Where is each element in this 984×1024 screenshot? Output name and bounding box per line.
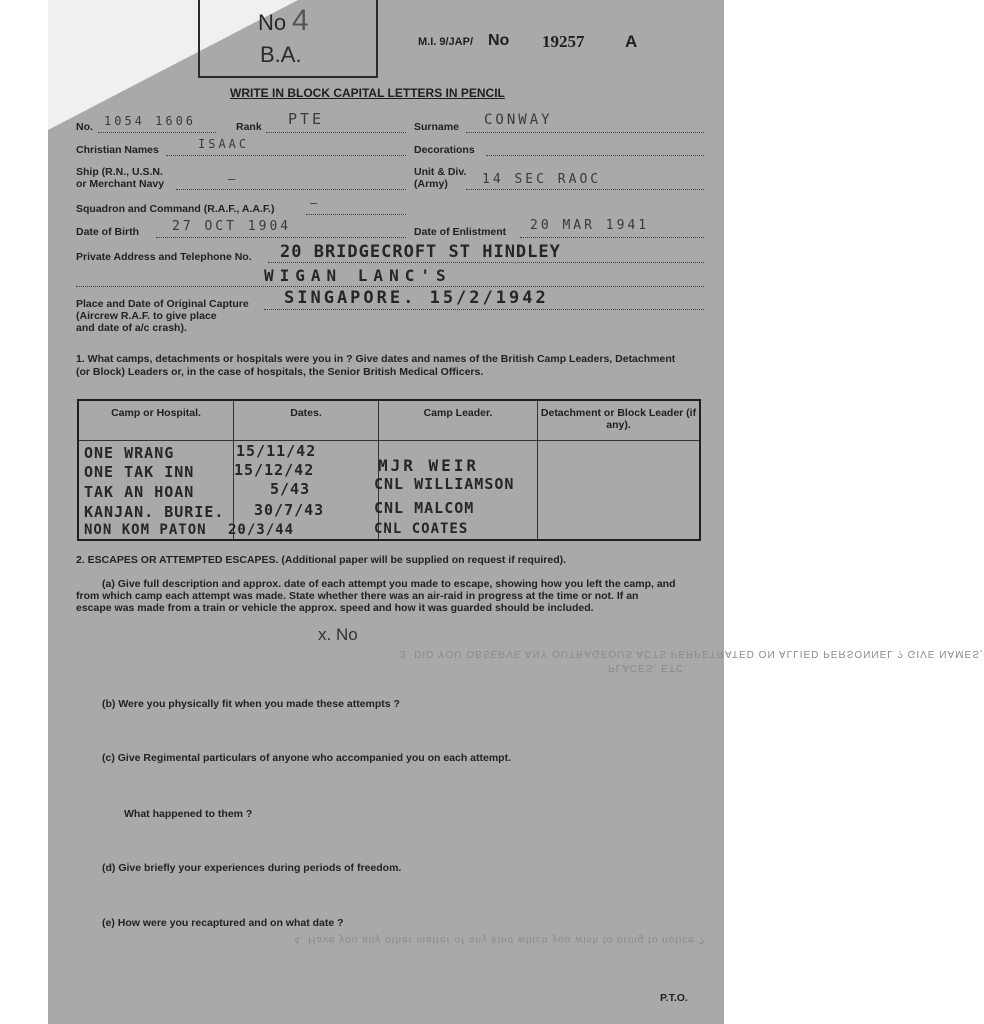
date-row-2: 15/12/42	[234, 461, 315, 479]
leader-row-4: CNL MALCOM	[374, 499, 475, 517]
dob-value: 27 OCT 1904	[172, 219, 292, 234]
camp-row-3: TAK AN HOAN	[84, 483, 195, 501]
q2a-text-1: (a) Give full description and approx. date of each attempt you made to escape, showing how you left the camp, and	[102, 578, 676, 590]
q2d-text: (d) Give briefly your experiences during periods of freedom.	[102, 862, 402, 874]
camp-row-4: KANJAN. BURIE.	[84, 503, 225, 521]
date-row-5: 20/3/44	[228, 522, 295, 538]
col-camp: Camp or Hospital.	[78, 400, 234, 440]
q2c-text: (c) Give Regimental particulars of anyone who accompanied you on each attempt.	[102, 752, 512, 764]
stamp-number: 4	[292, 4, 309, 37]
pto-note: P.T.O.	[660, 992, 688, 1004]
detachment-cell	[538, 440, 701, 540]
unit-value: 14 SEC RAOC	[482, 172, 602, 187]
show-through-text-1: 3. DID YOU OBSERVE ANY OUTRAGEOUS ACTS PERPETRATED ON ALLIED PERSONNEL ? GIVE NAMES,	[400, 648, 984, 659]
address-line-2: WIGAN LANC'S	[264, 266, 452, 285]
capture-label-3: and date of a/c crash).	[76, 322, 187, 334]
address-label: Private Address and Telephone No.	[76, 251, 252, 263]
dob-label: Date of Birth	[76, 226, 139, 238]
camp-row-1: ONE WRANG	[84, 444, 175, 462]
camps-table-header	[78, 400, 700, 440]
date-row-1: 15/11/42	[236, 442, 317, 460]
q2a-answer: x. No	[318, 625, 358, 644]
col-dates: Dates.	[234, 400, 379, 440]
enlistment-label: Date of Enlistment	[414, 226, 507, 238]
leader-row-3: CNL WILLIAMSON	[374, 475, 515, 493]
enlistment-value: 20 MAR 1941	[530, 218, 650, 233]
decorations-label: Decorations	[414, 144, 475, 156]
no-label: No.	[76, 121, 93, 133]
squadron-value: —	[310, 196, 321, 210]
q2c-followup: What happened to them ?	[124, 808, 253, 820]
q1-text-2: (or Block) Leaders or, in the case of hospitals, the Senior British Medical Officers.	[76, 366, 484, 378]
serial-no-label: No	[488, 32, 510, 49]
q2b-text: (b) Were you physically fit when you made these attempts ?	[102, 698, 400, 710]
unit-label-2: (Army)	[414, 178, 448, 190]
leader-row-5: CNL COATES	[374, 521, 469, 537]
camp-row-5: NON KOM PATON	[84, 522, 207, 538]
ship-label: Ship (R.N., U.S.N.	[76, 166, 163, 178]
stamp-no: No	[258, 10, 287, 35]
serial-series: A	[625, 32, 638, 51]
surname-value: CONWAY	[484, 112, 553, 128]
q2-title: 2. ESCAPES OR ATTEMPTED ESCAPES. (Additional paper will be supplied on request if required).	[76, 554, 567, 566]
rank-label: Rank	[236, 121, 262, 133]
stamp-ba: B.A.	[260, 42, 302, 67]
address-line-1: 20 BRIDGECROFT ST HINDLEY	[280, 242, 561, 262]
ship-value: —	[228, 172, 239, 186]
form-reference: M.I. 9/JAP/	[418, 36, 474, 48]
rank-value: PTE	[288, 110, 325, 128]
capture-label: Place and Date of Original Capture	[76, 298, 249, 310]
serial-number: 19257	[542, 32, 585, 51]
q2a-text-2: from which camp each attempt was made. State whether there was an air-raid in progress at the time or not. If an	[76, 590, 639, 602]
date-row-3: 5/43	[270, 480, 311, 498]
squadron-label: Squadron and Command (R.A.F., A.A.F.)	[76, 203, 275, 215]
surname-label: Surname	[414, 121, 459, 133]
form-sheet	[48, 0, 984, 1024]
q1-text: 1. What camps, detachments or hospitals were you in ? Give dates and names of the British Camp Leaders, Detachment	[76, 353, 676, 365]
christian-names-label: Christian Names	[76, 144, 159, 156]
q2e-text: (e) How were you recaptured and on what date ?	[102, 917, 344, 929]
no-value: 1054 1606	[104, 114, 197, 128]
q2a-text-3: escape was made from a train or vehicle the approx. speed and how it was guarded should be included.	[76, 602, 594, 614]
office-stamp	[198, 0, 378, 78]
unit-label: Unit & Div.	[414, 166, 467, 178]
christian-names-value: ISAAC	[198, 137, 250, 151]
col-detachment: Detachment or Block Leader (if any).	[538, 400, 701, 440]
capture-value: SINGAPORE. 15/2/1942	[284, 288, 549, 308]
camp-row-2: ONE TAK INN	[84, 463, 195, 481]
form-instruction: WRITE IN BLOCK CAPITAL LETTERS IN PENCIL	[230, 86, 505, 100]
date-row-4: 30/7/43	[254, 501, 325, 519]
show-through-text-3: 4. Have you any other matter of any kind which you wish to bring to notice ?	[294, 934, 706, 945]
col-leader: Camp Leader.	[379, 400, 538, 440]
show-through-text-2: PLACES, ETC.	[608, 662, 688, 673]
leader-row-2: MJR WEIR	[378, 456, 480, 475]
capture-label-2: (Aircrew R.A.F. to give place	[76, 310, 217, 322]
ship-label-2: or Merchant Navy	[76, 178, 165, 190]
